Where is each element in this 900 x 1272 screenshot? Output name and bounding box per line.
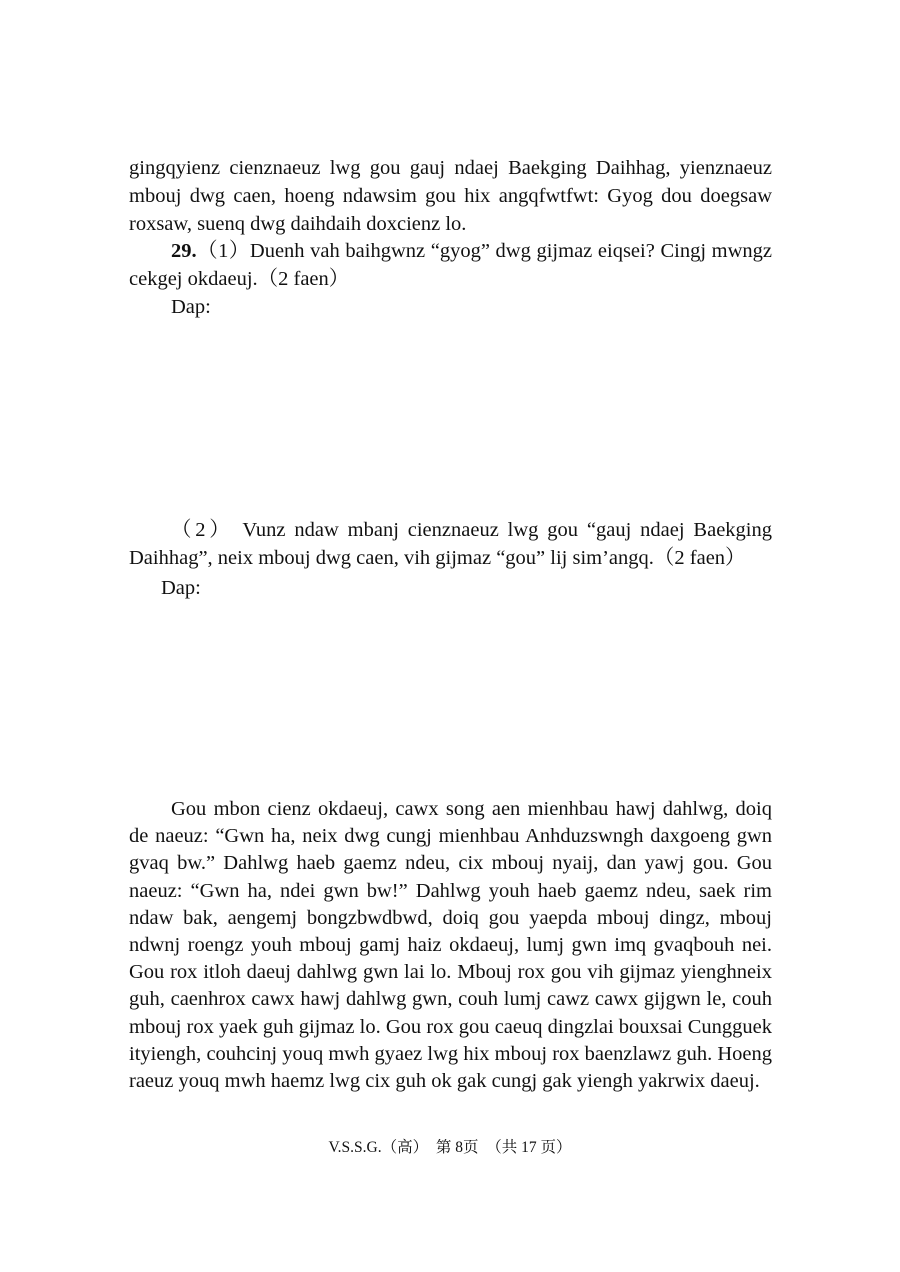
answer-label-part-2: Dap: — [161, 577, 201, 599]
answer-label-part-1: Dap: — [171, 296, 211, 318]
question-29-part-2: （2） Vunz ndaw mbanj cienznaeuz lwg gou “gauj ndaej Baekging Daihhag”, neix mbouj dwg caen, vih gijmaz “gou” lij sim’angq.（2 faen） — [129, 519, 772, 569]
page-footer: V.S.S.G.（高） 第 8页 （共 17 页） — [328, 1139, 572, 1156]
question-29-part-1 — [129, 237, 772, 293]
continuation-paragraph: gingqyienz cienznaeuz lwg gou gauj ndaej Baekging Daihhag, yienznaeuz mbouj dwg caen, hoeng ndawsim gou hix angqfwtfwt: Gyog dou doegsaw roxsaw, suenq dwg daihdaih doxcienz lo. — [129, 157, 772, 235]
question-number: 29. — [171, 240, 197, 262]
story-paragraph: Gou mbon cienz okdaeuj, cawx song aen mienhbau hawj dahlwg, doiq de naeuz: “Gwn ha, neix dwg cungj mienhbau Anhduzswngh daxgoeng gwn gvaq bw.” Dahlwg haeb gaemz ndeu, cix mbouj nyaij, dan yawj gou. Gou naeuz: “Gwn ha, ndei gwn bw!” Dahlwg youh haeb gaemz ndeu, saek rim ndaw bak, aengemj bongzbwdbwd, doiq gou yaepda mbouj dingz, mbouj ndwnj roengz youh mbouj gamj haiz okdaeuj, lumj gwn imq gvaqbouh nei. Gou rox itloh daeuj dahlwg gwn lai lo. Mbouj rox gou vih gijmaz yienghneix guh, caenhrox cawx hawj dahlwg gwn, couh lumj cawz cawx gijgwn le, couh mbouj rox yaek guh gijmaz lo. Gou rox gou caeuq dingzlai bouxsai Cungguek ityiengh, couhcinj youq mwh gyaez lwg hix mbouj rox baenzlawz guh. Hoeng raeuz youq mwh haemz lwg cix guh ok gak cungj gak yiengh yakrwix daeuj. — [129, 798, 772, 1093]
question-29-part-1-text: （1）Duenh vah baihgwnz “gyog” dwg gijmaz eiqsei? Cingj mwngz cekgej okdaeuj.（2 faen） — [129, 240, 772, 290]
